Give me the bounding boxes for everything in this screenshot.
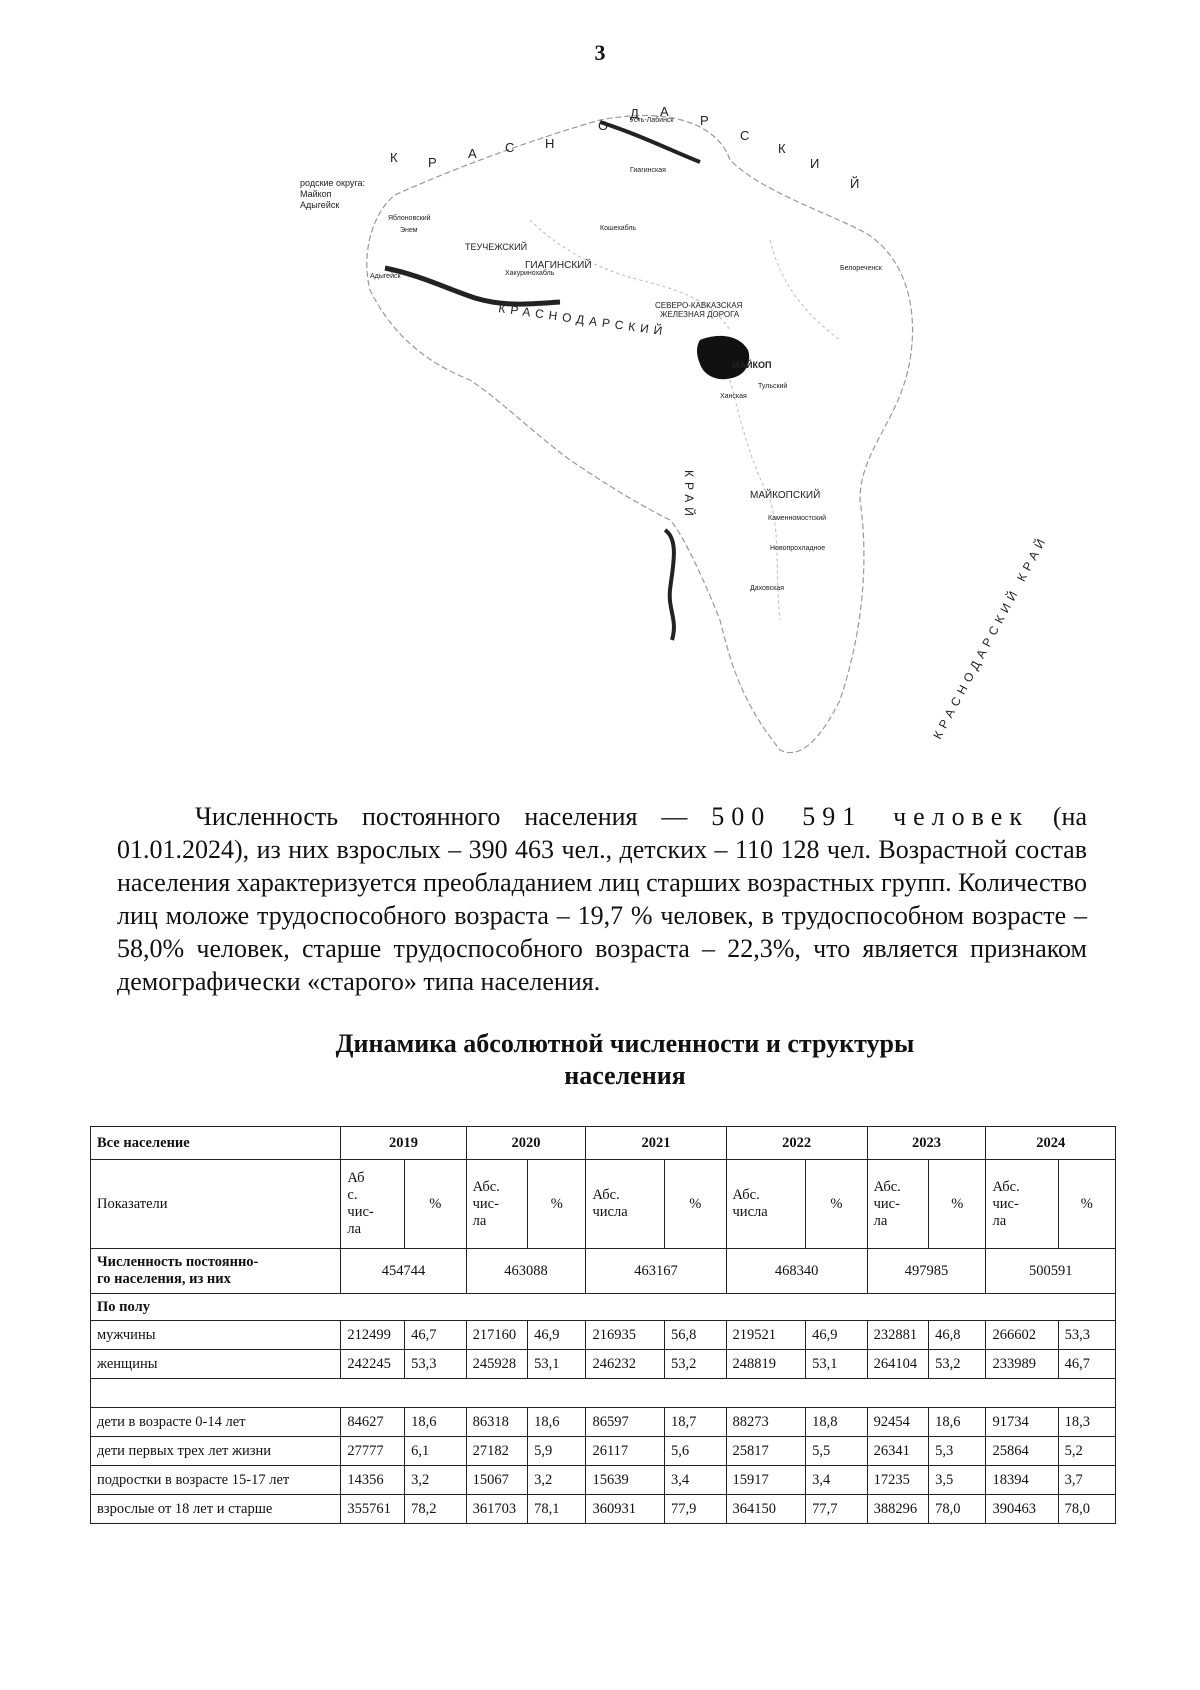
pct-cell: 18,3 bbox=[1058, 1408, 1115, 1437]
year-header: 2021 bbox=[586, 1127, 726, 1160]
abs-cell: 361703 bbox=[466, 1495, 528, 1524]
abs-cell: 364150 bbox=[726, 1495, 806, 1524]
intro-paragraph bbox=[117, 800, 1087, 998]
place-label: Кошехабль bbox=[600, 225, 637, 232]
place-label: Яблоновский bbox=[388, 215, 431, 222]
abs-cell: 233989 bbox=[986, 1350, 1058, 1379]
pct-cell: 5,3 bbox=[929, 1437, 986, 1466]
table-row bbox=[91, 1321, 1116, 1350]
pct-cell: 5,6 bbox=[664, 1437, 726, 1466]
pct-cell: 53,1 bbox=[528, 1350, 586, 1379]
indicators-label: Показатели bbox=[91, 1160, 341, 1249]
year-header: 2024 bbox=[986, 1127, 1116, 1160]
abs-cell: 86318 bbox=[466, 1408, 528, 1437]
blank-cell bbox=[91, 1379, 1116, 1408]
row-label: дети в возрасте 0-14 лет bbox=[91, 1408, 341, 1437]
total-value: 454744 bbox=[341, 1249, 466, 1294]
pct-cell: 3,2 bbox=[405, 1466, 467, 1495]
intro-part-1: Численность постоянного населения — bbox=[195, 802, 712, 831]
abs-cell: 27182 bbox=[466, 1437, 528, 1466]
total-row bbox=[91, 1249, 1116, 1294]
city-label-maikop: МАЙКОП bbox=[732, 360, 772, 370]
abs-label: Абс. числа bbox=[726, 1160, 806, 1249]
intro-text bbox=[117, 800, 1087, 998]
map-graphic bbox=[300, 100, 1080, 780]
pct-cell: 78,0 bbox=[929, 1495, 986, 1524]
total-value: 497985 bbox=[867, 1249, 986, 1294]
abs-cell: 25864 bbox=[986, 1437, 1058, 1466]
place-label: Каменномостский bbox=[768, 515, 827, 522]
river-border-north bbox=[600, 122, 700, 162]
intro-population-spaced: 500 591 человек bbox=[711, 802, 1029, 831]
abs-cell: 17235 bbox=[867, 1466, 929, 1495]
table-row bbox=[91, 1350, 1116, 1379]
abs-cell: 92454 bbox=[867, 1408, 929, 1437]
place-label: Даховская bbox=[750, 585, 784, 592]
abs-label: Абс. чис- ла bbox=[867, 1160, 929, 1249]
map-legend bbox=[300, 178, 365, 210]
border-letter: А bbox=[660, 104, 669, 119]
place-label: Усть-Лабинск bbox=[630, 117, 674, 124]
pct-cell: 77,7 bbox=[806, 1495, 868, 1524]
page-number: 3 bbox=[594, 40, 606, 65]
section-row bbox=[91, 1294, 1116, 1321]
table-title-line: Динамика абсолютной численности и структуры bbox=[335, 1029, 915, 1058]
abs-cell: 27777 bbox=[341, 1437, 405, 1466]
pct-cell: 5,5 bbox=[806, 1437, 868, 1466]
abs-cell: 217160 bbox=[466, 1321, 528, 1350]
abs-cell: 212499 bbox=[341, 1321, 405, 1350]
abs-cell: 245928 bbox=[466, 1350, 528, 1379]
railway-label: СЕВЕРО-КАВКАЗСКАЯ bbox=[655, 301, 743, 310]
pct-cell: 6,1 bbox=[405, 1437, 467, 1466]
abs-cell: 248819 bbox=[726, 1350, 806, 1379]
pct-cell: 18,6 bbox=[528, 1408, 586, 1437]
legend-line: Адыгейск bbox=[300, 200, 340, 210]
pct-cell: 3,2 bbox=[528, 1466, 586, 1495]
abs-cell: 26341 bbox=[867, 1437, 929, 1466]
abs-cell: 219521 bbox=[726, 1321, 806, 1350]
pct-cell: 18,6 bbox=[929, 1408, 986, 1437]
abs-cell: 388296 bbox=[867, 1495, 929, 1524]
abs-cell: 26117 bbox=[586, 1437, 665, 1466]
sex-rows bbox=[91, 1321, 1116, 1379]
table-row bbox=[91, 1437, 1116, 1466]
abs-cell: 390463 bbox=[986, 1495, 1058, 1524]
border-letter: О bbox=[598, 118, 609, 133]
pct-cell: 53,2 bbox=[664, 1350, 726, 1379]
pct-cell: 46,7 bbox=[1058, 1350, 1115, 1379]
abs-cell: 242245 bbox=[341, 1350, 405, 1379]
pct-cell: 53,2 bbox=[929, 1350, 986, 1379]
year-header: 2020 bbox=[466, 1127, 586, 1160]
pct-cell: 3,4 bbox=[664, 1466, 726, 1495]
abs-cell: 232881 bbox=[867, 1321, 929, 1350]
corner-label: Все население bbox=[91, 1127, 341, 1160]
abs-cell: 360931 bbox=[586, 1495, 665, 1524]
table-row bbox=[91, 1408, 1116, 1437]
pct-label: % bbox=[929, 1160, 986, 1249]
place-label: Новопрохладное bbox=[770, 545, 826, 552]
subheader-row bbox=[91, 1160, 1116, 1249]
border-letter: С bbox=[505, 140, 515, 155]
border-letter: Й bbox=[850, 176, 860, 191]
abs-cell: 15917 bbox=[726, 1466, 806, 1495]
blank-row bbox=[91, 1379, 1116, 1408]
abs-cell: 15639 bbox=[586, 1466, 665, 1495]
abs-label: Абс. чис- ла bbox=[986, 1160, 1058, 1249]
pct-cell: 53,3 bbox=[1058, 1321, 1115, 1350]
total-value: 500591 bbox=[986, 1249, 1116, 1294]
legend-line: родские округа: bbox=[300, 178, 365, 188]
border-letter: Р bbox=[700, 113, 709, 128]
table-title bbox=[0, 1028, 1200, 1092]
district-label: ГИАГИНСКИЙ bbox=[525, 260, 592, 271]
pct-cell: 18,8 bbox=[806, 1408, 868, 1437]
border-letter: Д bbox=[630, 106, 639, 121]
district-label: МАЙКОПСКИЙ bbox=[750, 490, 821, 501]
total-label: Численность постоянно- го населения, из них bbox=[91, 1249, 341, 1294]
border-letter: Р bbox=[428, 155, 437, 170]
table-title-line: населения bbox=[564, 1061, 686, 1090]
border-letter: С bbox=[740, 128, 750, 143]
row-label: женщины bbox=[91, 1350, 341, 1379]
region-map bbox=[300, 100, 1080, 780]
pct-cell: 78,2 bbox=[405, 1495, 467, 1524]
maikop-city-area bbox=[697, 336, 749, 379]
year-header: 2023 bbox=[867, 1127, 986, 1160]
intro-part-2: (на 01.01.2024), из них взрослых – 390 463 чел., детских – 110 128 чел. Возрастной состав населения характеризуется преобладанием лиц старших возрастных групп. Количество лиц моложе трудоспособного возраста – 19,7 % человек, в трудоспособном возрасте – 58,0% человек, старше трудоспособного возраста – 22,3%, что является признаком демографически «старого» типа населения. bbox=[117, 802, 1087, 996]
by-sex-label: По полу bbox=[91, 1294, 1116, 1321]
border-label-mid: КРАСНОДАРСКИЙ bbox=[497, 301, 669, 339]
row-label: мужчины bbox=[91, 1321, 341, 1350]
pct-cell: 78,0 bbox=[1058, 1495, 1115, 1524]
total-value: 463088 bbox=[466, 1249, 586, 1294]
abs-cell: 266602 bbox=[986, 1321, 1058, 1350]
district-label: ТЕУЧЕЖСКИЙ bbox=[465, 242, 528, 252]
age-rows bbox=[91, 1408, 1116, 1524]
border-label-right: КРАСНОДАРСКИЙ КРАЙ bbox=[930, 532, 1051, 742]
river-border-south bbox=[665, 530, 674, 640]
pct-cell: 77,9 bbox=[664, 1495, 726, 1524]
place-label: Адыгейск bbox=[370, 273, 401, 280]
pct-cell: 56,8 bbox=[664, 1321, 726, 1350]
population-table bbox=[90, 1126, 1116, 1524]
pct-label: % bbox=[1058, 1160, 1115, 1249]
legend-line: Майкоп bbox=[300, 189, 332, 199]
pct-cell: 5,9 bbox=[528, 1437, 586, 1466]
pct-cell: 3,7 bbox=[1058, 1466, 1115, 1495]
border-letter: К bbox=[390, 150, 398, 165]
abs-cell: 216935 bbox=[586, 1321, 665, 1350]
row-label: подростки в возрасте 15-17 лет bbox=[91, 1466, 341, 1495]
pct-cell: 46,7 bbox=[405, 1321, 467, 1350]
pct-cell: 53,1 bbox=[806, 1350, 868, 1379]
abs-label: Аб с. чис- ла bbox=[341, 1160, 405, 1249]
abs-cell: 264104 bbox=[867, 1350, 929, 1379]
pct-cell: 46,8 bbox=[929, 1321, 986, 1350]
year-header-row bbox=[91, 1127, 1116, 1160]
place-label: Ханская bbox=[720, 393, 747, 400]
border-letter: И bbox=[810, 156, 820, 171]
district-boundary bbox=[770, 240, 840, 340]
pct-cell: 46,9 bbox=[528, 1321, 586, 1350]
abs-cell: 15067 bbox=[466, 1466, 528, 1495]
pct-cell: 18,6 bbox=[405, 1408, 467, 1437]
place-label: Тульский bbox=[758, 383, 788, 390]
pct-cell: 53,3 bbox=[405, 1350, 467, 1379]
row-label: дети первых трех лет жизни bbox=[91, 1437, 341, 1466]
pct-cell: 18,7 bbox=[664, 1408, 726, 1437]
abs-cell: 246232 bbox=[586, 1350, 665, 1379]
border-letter: А bbox=[468, 146, 477, 161]
pct-cell: 78,1 bbox=[528, 1495, 586, 1524]
pct-label: % bbox=[405, 1160, 467, 1249]
abs-label: Абс. числа bbox=[586, 1160, 665, 1249]
place-label: Белореченск bbox=[840, 265, 882, 272]
year-header: 2022 bbox=[726, 1127, 867, 1160]
pct-cell: 5,2 bbox=[1058, 1437, 1115, 1466]
place-label: Энем bbox=[400, 227, 418, 234]
abs-cell: 86597 bbox=[586, 1408, 665, 1437]
border-label-left: КРАЙ bbox=[682, 470, 696, 521]
pct-label: % bbox=[806, 1160, 868, 1249]
place-label: Хакуринохабль bbox=[505, 270, 555, 277]
railway-label: ЖЕЛЕЗНАЯ ДОРОГА bbox=[660, 310, 740, 319]
abs-cell: 14356 bbox=[341, 1466, 405, 1495]
place-labels bbox=[370, 116, 883, 592]
pct-cell: 3,5 bbox=[929, 1466, 986, 1495]
year-header: 2019 bbox=[341, 1127, 466, 1160]
pct-label: % bbox=[664, 1160, 726, 1249]
border-letter: К bbox=[778, 141, 786, 156]
abs-cell: 88273 bbox=[726, 1408, 806, 1437]
total-value: 468340 bbox=[726, 1249, 867, 1294]
table-row bbox=[91, 1466, 1116, 1495]
row-label: взрослые от 18 лет и старше bbox=[91, 1495, 341, 1524]
abs-label: Абс. чис- ла bbox=[466, 1160, 528, 1249]
pct-label: % bbox=[528, 1160, 586, 1249]
abs-cell: 18394 bbox=[986, 1466, 1058, 1495]
abs-cell: 355761 bbox=[341, 1495, 405, 1524]
abs-cell: 25817 bbox=[726, 1437, 806, 1466]
pct-cell: 46,9 bbox=[806, 1321, 868, 1350]
abs-cell: 91734 bbox=[986, 1408, 1058, 1437]
pct-cell: 3,4 bbox=[806, 1466, 868, 1495]
border-letter: Н bbox=[545, 136, 555, 151]
region-outline bbox=[367, 116, 913, 753]
total-value: 463167 bbox=[586, 1249, 726, 1294]
table-row bbox=[91, 1495, 1116, 1524]
place-label: Гиагинская bbox=[630, 167, 666, 174]
abs-cell: 84627 bbox=[341, 1408, 405, 1437]
